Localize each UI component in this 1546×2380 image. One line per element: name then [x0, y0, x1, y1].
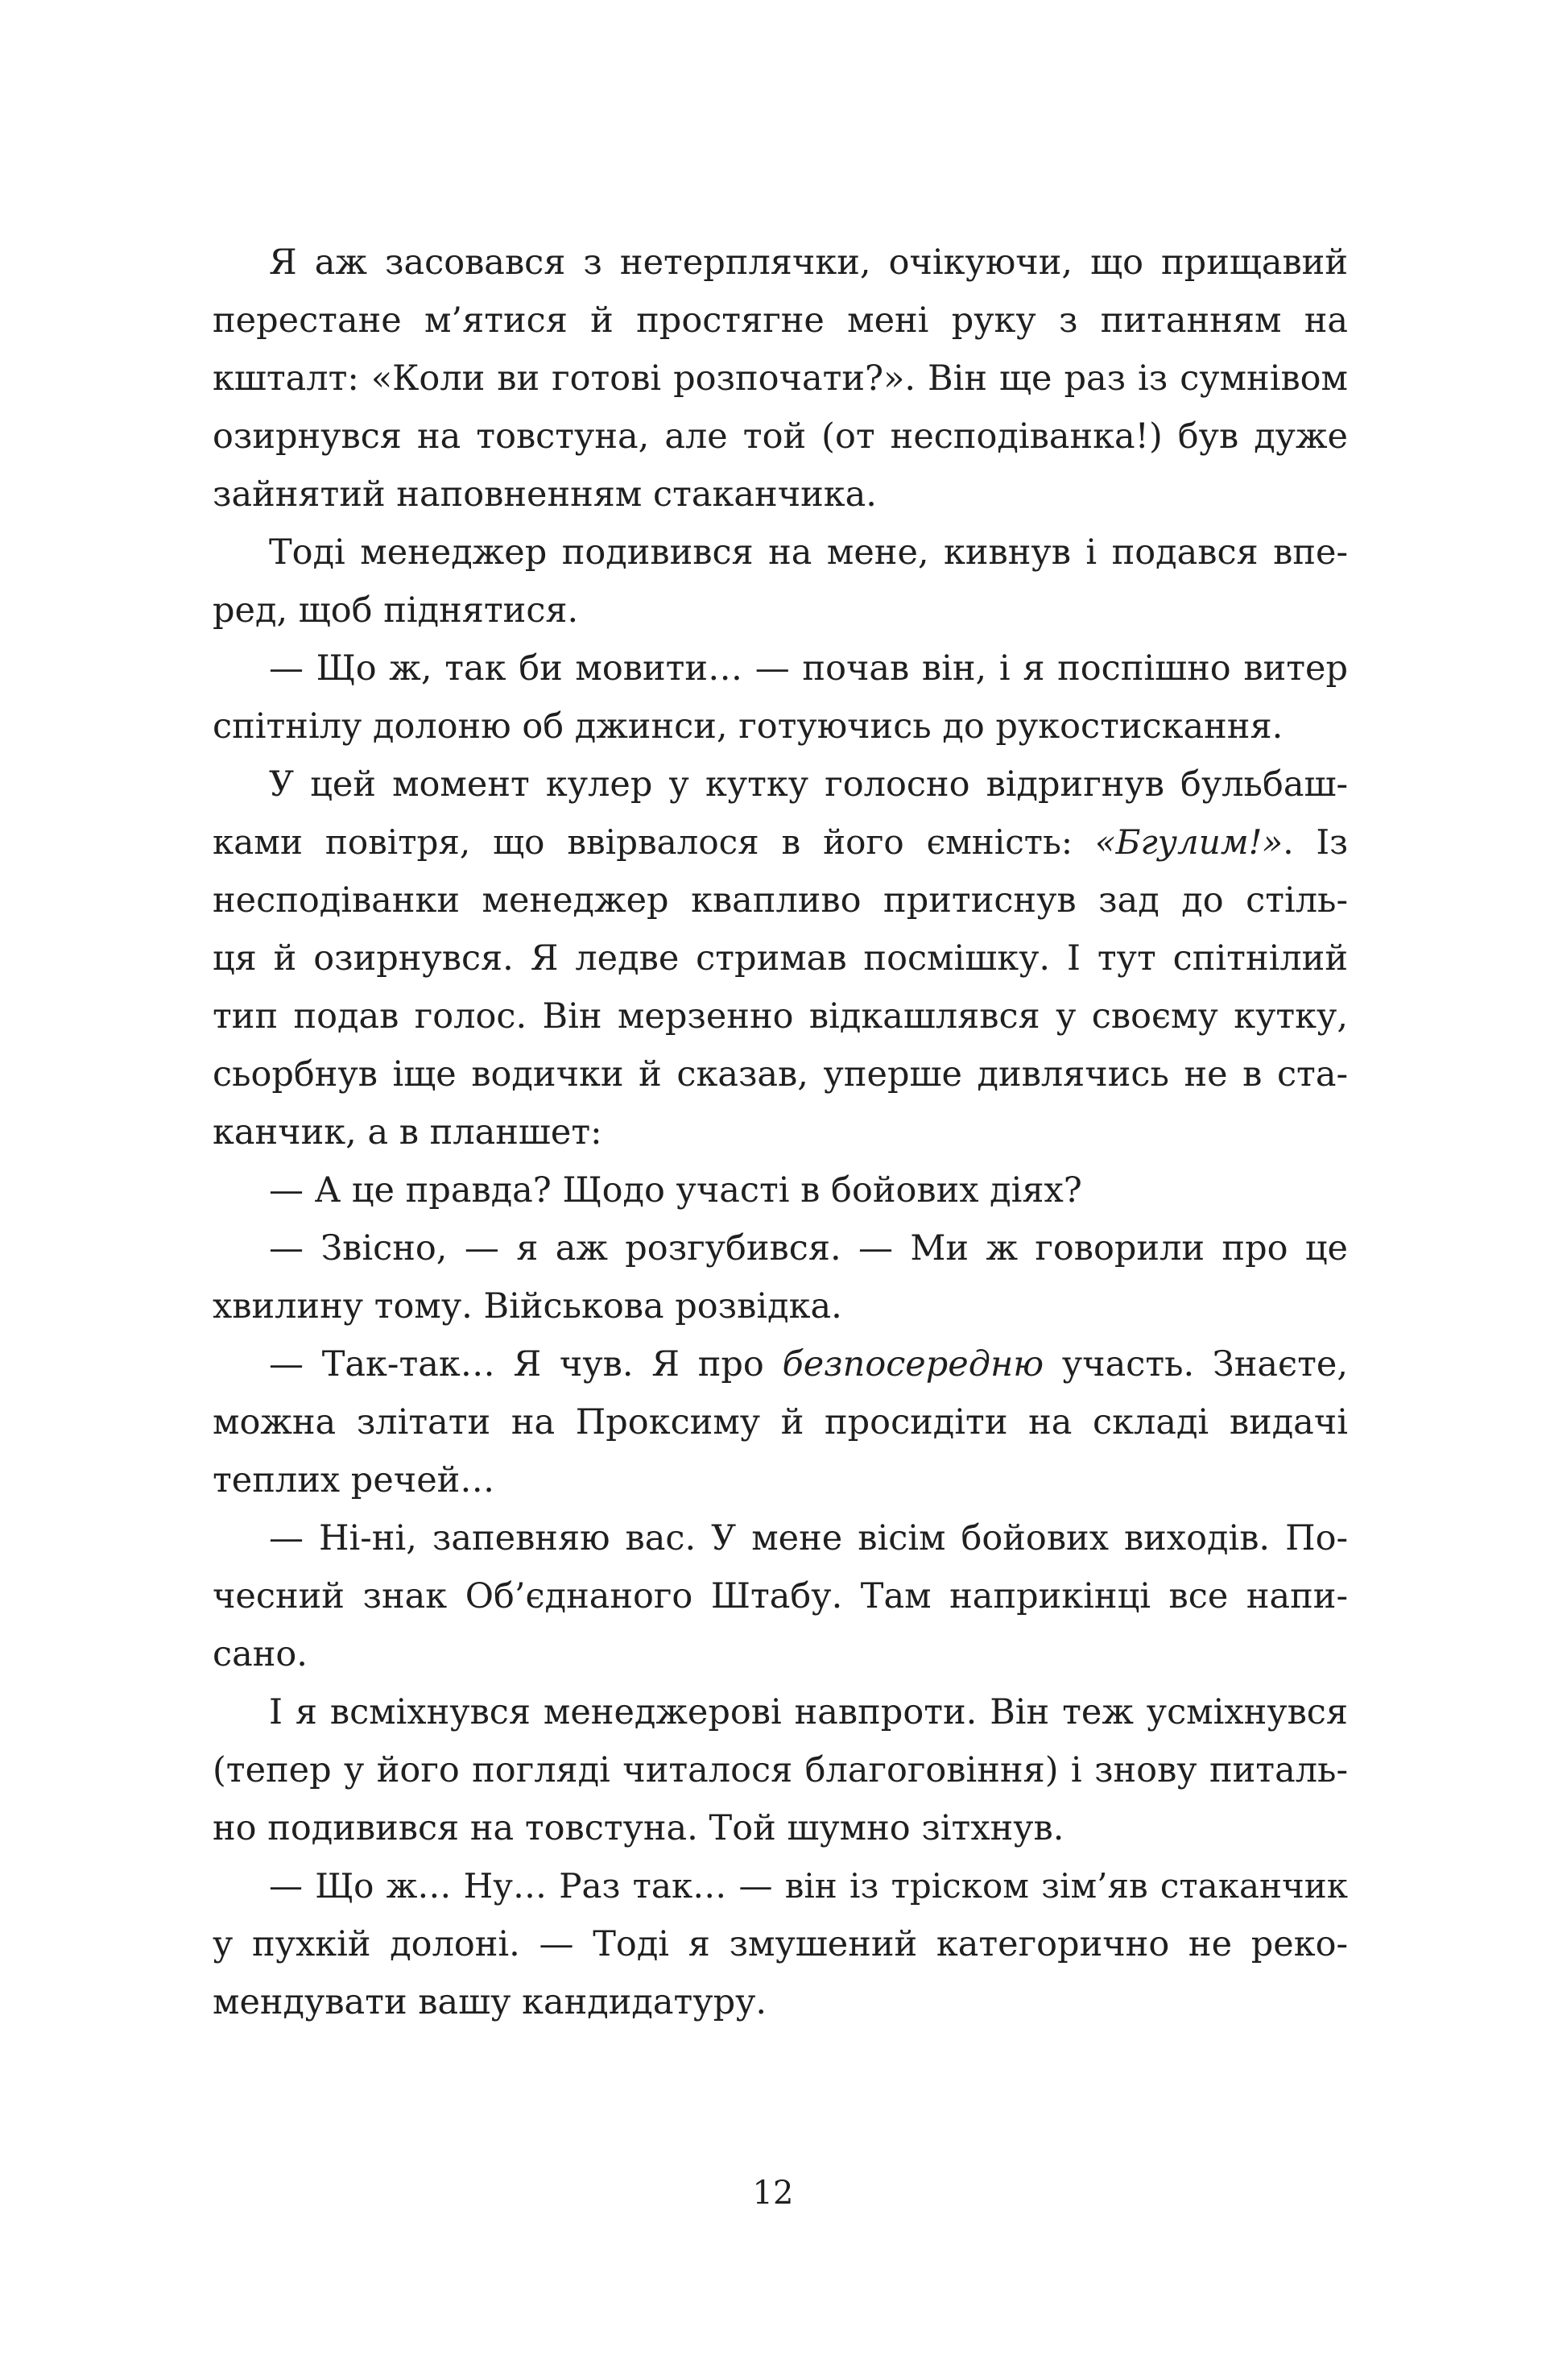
text-line — [213, 408, 1348, 466]
text-run: мендувати вашу кандидатуру. — [213, 1982, 767, 2022]
text-line — [213, 1103, 1348, 1161]
text-line — [213, 1161, 1348, 1219]
text-run: кшталт: «Коли ви готові розпочати?». Він ще раз із сумнівом — [213, 358, 1348, 399]
text-run: ред, щоб піднятися. — [213, 590, 579, 631]
text-line — [213, 813, 1348, 871]
text-line — [213, 929, 1348, 987]
text-run: — Що ж, так би мовити… — почав він, і я поспішно витер — [269, 648, 1348, 689]
text-line — [213, 1973, 1348, 2031]
text-run: — Що ж… Ну… Раз так… — він із тріском зім’яв стаканчик — [269, 1866, 1348, 1906]
text-line — [213, 1509, 1348, 1567]
text-run: (тепер у його погляді читалося благоговіння) і знову питаль- — [213, 1750, 1348, 1790]
text-line — [213, 524, 1348, 582]
text-run: — Ні-ні, запевняю вас. У мене вісім бойових виходів. По- — [269, 1518, 1348, 1558]
text-line — [213, 234, 1348, 292]
text-line — [213, 1045, 1348, 1103]
text-run: сано. — [213, 1634, 308, 1674]
text-line — [213, 466, 1348, 524]
text-line — [213, 1567, 1348, 1625]
text-line — [213, 871, 1348, 929]
text-run: перестане м’ятися й простягне мені руку з питанням на — [213, 300, 1348, 341]
text-run: — Так-так… Я чув. Я про — [269, 1344, 783, 1385]
text-run: . Із — [1283, 822, 1348, 862]
text-line — [213, 1741, 1348, 1799]
text-run: можна злітати на Проксиму й просидіти на складі видачі — [213, 1402, 1348, 1442]
text-line — [213, 582, 1348, 639]
text-run: озирнувся на товстуна, але той (от несподіванка!) був дуже — [213, 416, 1348, 457]
text-line — [213, 639, 1348, 697]
text-line — [213, 1277, 1348, 1335]
text-run: — Звісно, — я аж розгубився. — Ми ж говорили про це — [269, 1228, 1348, 1269]
text-run: Тоді менеджер подивився на мене, кивнув і подався впе- — [269, 532, 1348, 573]
text-line — [213, 1857, 1348, 1915]
italic-text-run: безпосередню — [782, 1344, 1044, 1385]
text-run: канчик, а в планшет: — [213, 1112, 602, 1153]
text-run: І я всміхнувся менеджерові навпроти. Він теж усміхнувся — [269, 1692, 1348, 1732]
page-number: 12 — [752, 2175, 794, 2212]
text-run: У цей момент кулер у кутку голосно відригнув бульбаш- — [269, 764, 1348, 805]
text-run: но подивився на товстуна. Той шумно зітхнув. — [213, 1808, 1064, 1848]
text-run: чесний знак Об’єднаного Штабу. Там наприкінці все напи- — [213, 1576, 1348, 1616]
text-line — [213, 1335, 1348, 1393]
text-line — [213, 755, 1348, 813]
text-line — [213, 1393, 1348, 1451]
text-run: спітнілу долоню об джинси, готуючись до рукостискання. — [213, 706, 1284, 747]
text-run: зайнятий наповненням стаканчика. — [213, 474, 877, 515]
text-line — [213, 1799, 1348, 1857]
text-line — [213, 1915, 1348, 1973]
text-line — [213, 1451, 1348, 1509]
text-run: — А це правда? Щодо участі в бойових діях? — [269, 1170, 1082, 1211]
text-line — [213, 987, 1348, 1045]
text-run: Я аж засовався з нетерплячки, очікуючи, що прищавий — [269, 242, 1348, 283]
text-run: ками повітря, що ввірвалося в його ємність: — [213, 822, 1095, 862]
text-run: ця й озирнувся. Я ледве стримав посмішку. І тут спітнілий — [213, 938, 1348, 979]
text-line — [213, 350, 1348, 408]
text-run: тип подав голос. Він мерзенно відкашлявся у своєму кутку, — [213, 996, 1348, 1037]
italic-text-run: «Бгулим!» — [1094, 822, 1284, 862]
text-run: теплих речей… — [213, 1460, 495, 1500]
text-line — [213, 1625, 1348, 1683]
text-run: несподіванки менеджер квапливо притиснув зад до стіль- — [213, 880, 1348, 921]
text-line — [213, 1219, 1348, 1277]
text-line — [213, 697, 1348, 755]
text-line — [213, 1683, 1348, 1741]
text-run: сьорбнув іще водички й сказав, уперше дивлячись не в ста- — [213, 1054, 1348, 1095]
text-line — [213, 292, 1348, 350]
text-run: хвилину тому. Військова розвідка. — [213, 1286, 842, 1327]
text-run: участь. Знаєте, — [1044, 1344, 1348, 1385]
text-run: у пухкій долоні. — Тоді я змушений категорично не реко- — [213, 1924, 1348, 1964]
